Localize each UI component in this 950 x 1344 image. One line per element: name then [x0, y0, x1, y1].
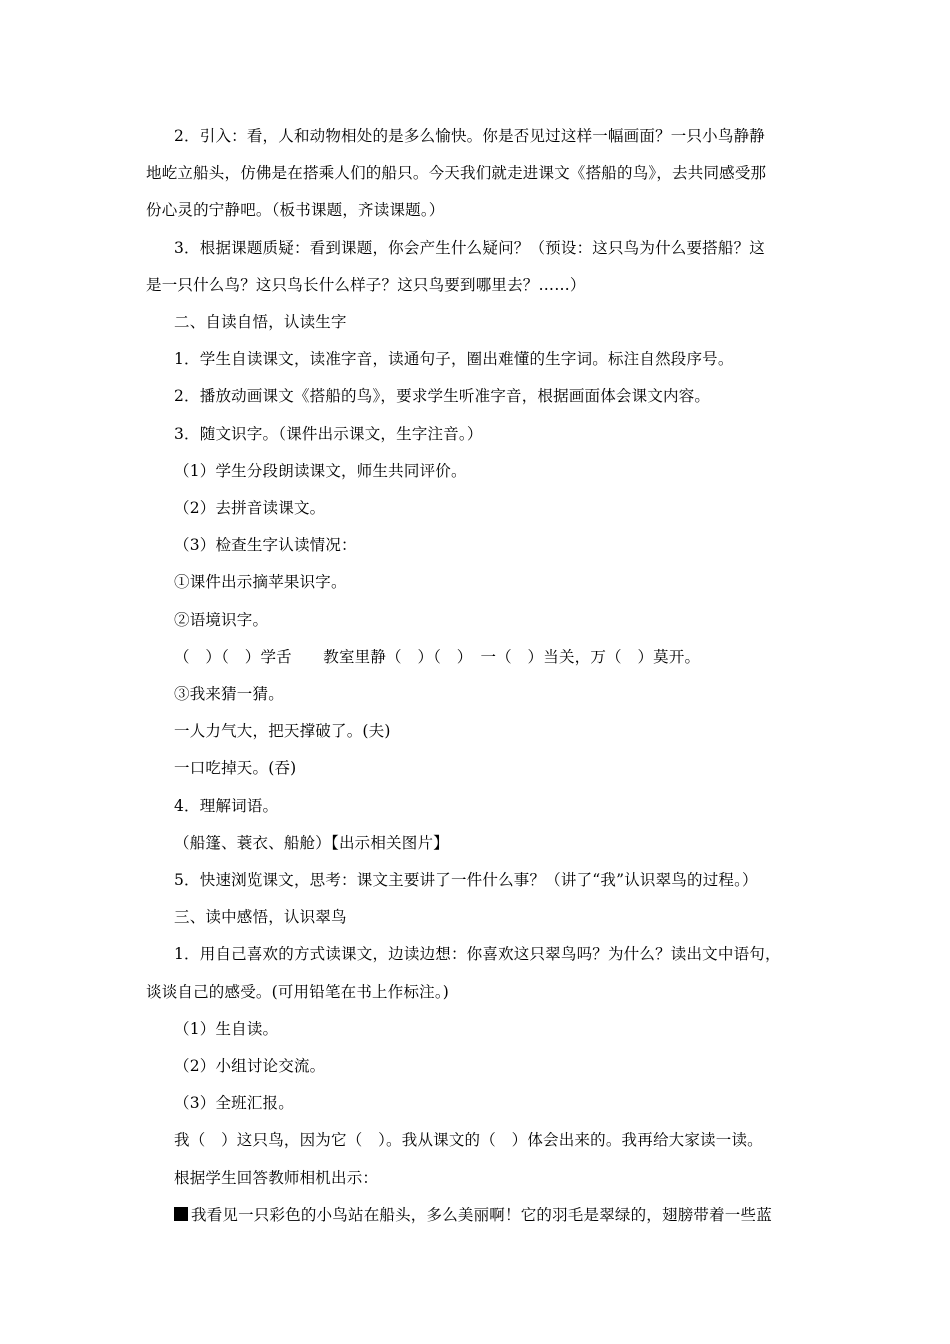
square-bullet-icon — [174, 1207, 188, 1221]
riddle-line: 一口吃掉天。(吞) — [174, 759, 297, 777]
riddle-line: 一人力气大，把天撑破了。(夫) — [174, 722, 391, 740]
paragraph-line: （船篷、蓑衣、船舱）【出示相关图片】 — [174, 834, 449, 852]
paragraph-line: （3）检查生字认读情况： — [174, 536, 357, 554]
paragraph-line: 2．播放动画课文《搭船的鸟》，要求学生听准字音，根据画面体会课文内容。 — [174, 387, 711, 405]
paragraph-line: 根据学生回答教师相机出示： — [174, 1169, 379, 1187]
paragraph-line: 份心灵的宁静吧。（板书课题，齐读课题。） — [146, 201, 445, 219]
quote-text: 我看见一只彩色的小鸟站在船头，多么美丽啊！它的羽毛是翠绿的，翅膀带着一些蓝 — [191, 1206, 772, 1224]
paragraph-line: 4．理解词语。 — [174, 797, 279, 815]
paragraph-line: （2）去拼音读课文。 — [174, 499, 326, 517]
paragraph-line: （3）全班汇报。 — [174, 1094, 294, 1112]
paragraph-line: （1）生自读。 — [174, 1020, 279, 1038]
paragraph-line: 是一只什么鸟？这只鸟长什么样子？这只鸟要到哪里去？……） — [146, 276, 586, 294]
fill-blank-line: （ ）（ ）学舌 教室里静（ ）（ ） 一（ ）当关，万（ ）莫开。 — [174, 648, 701, 666]
paragraph-line: 谈谈自己的感受。(可用铅笔在书上作标注。) — [146, 983, 450, 1001]
paragraph-line: 5．快速浏览课文，思考：课文主要讲了一件什么事？（讲了“我”认识翠鸟的过程。） — [174, 871, 758, 889]
paragraph-line: ③我来猜一猜。 — [174, 685, 284, 703]
paragraph-line: ②语境识字。 — [174, 611, 269, 629]
paragraph-line: 3．根据课题质疑：看到课题，你会产生什么疑问？（预设：这只鸟为什么要搭船？这 — [174, 239, 765, 257]
paragraph-line: （2）小组讨论交流。 — [174, 1057, 326, 1075]
section-heading: 二、自读自悟，认读生字 — [174, 313, 347, 331]
paragraph-line: 1．学生自读课文，读准字音，读通句子，圈出难懂的生字词。标注自然段序号。 — [174, 350, 734, 368]
paragraph-line: 3．随文识字。（课件出示课文，生字注音。） — [174, 425, 483, 443]
paragraph-line: ①课件出示摘苹果识字。 — [174, 573, 347, 591]
paragraph-line: 2．引入：看，人和动物相处的是多么愉快。你是否见过这样一幅画面？一只小鸟静静 — [174, 127, 765, 145]
quote-line — [174, 1205, 810, 1225]
section-heading: 三、读中感悟，认识翠鸟 — [174, 908, 347, 926]
paragraph-line: 地屹立船头，仿佛是在搭乘人们的船只。今天我们就走进课文《搭船的鸟》，去共同感受那 — [146, 164, 767, 182]
fill-blank-line: 我（ ）这只鸟，因为它（ ）。我从课文的（ ）体会出来的。我再给大家读一读。 — [174, 1131, 763, 1149]
paragraph-line: （1）学生分段朗读课文，师生共同评价。 — [174, 462, 467, 480]
paragraph-line: 1．用自己喜欢的方式读课文，边读边想：你喜欢这只翠鸟吗？为什么？读出文中语句， — [174, 945, 781, 963]
